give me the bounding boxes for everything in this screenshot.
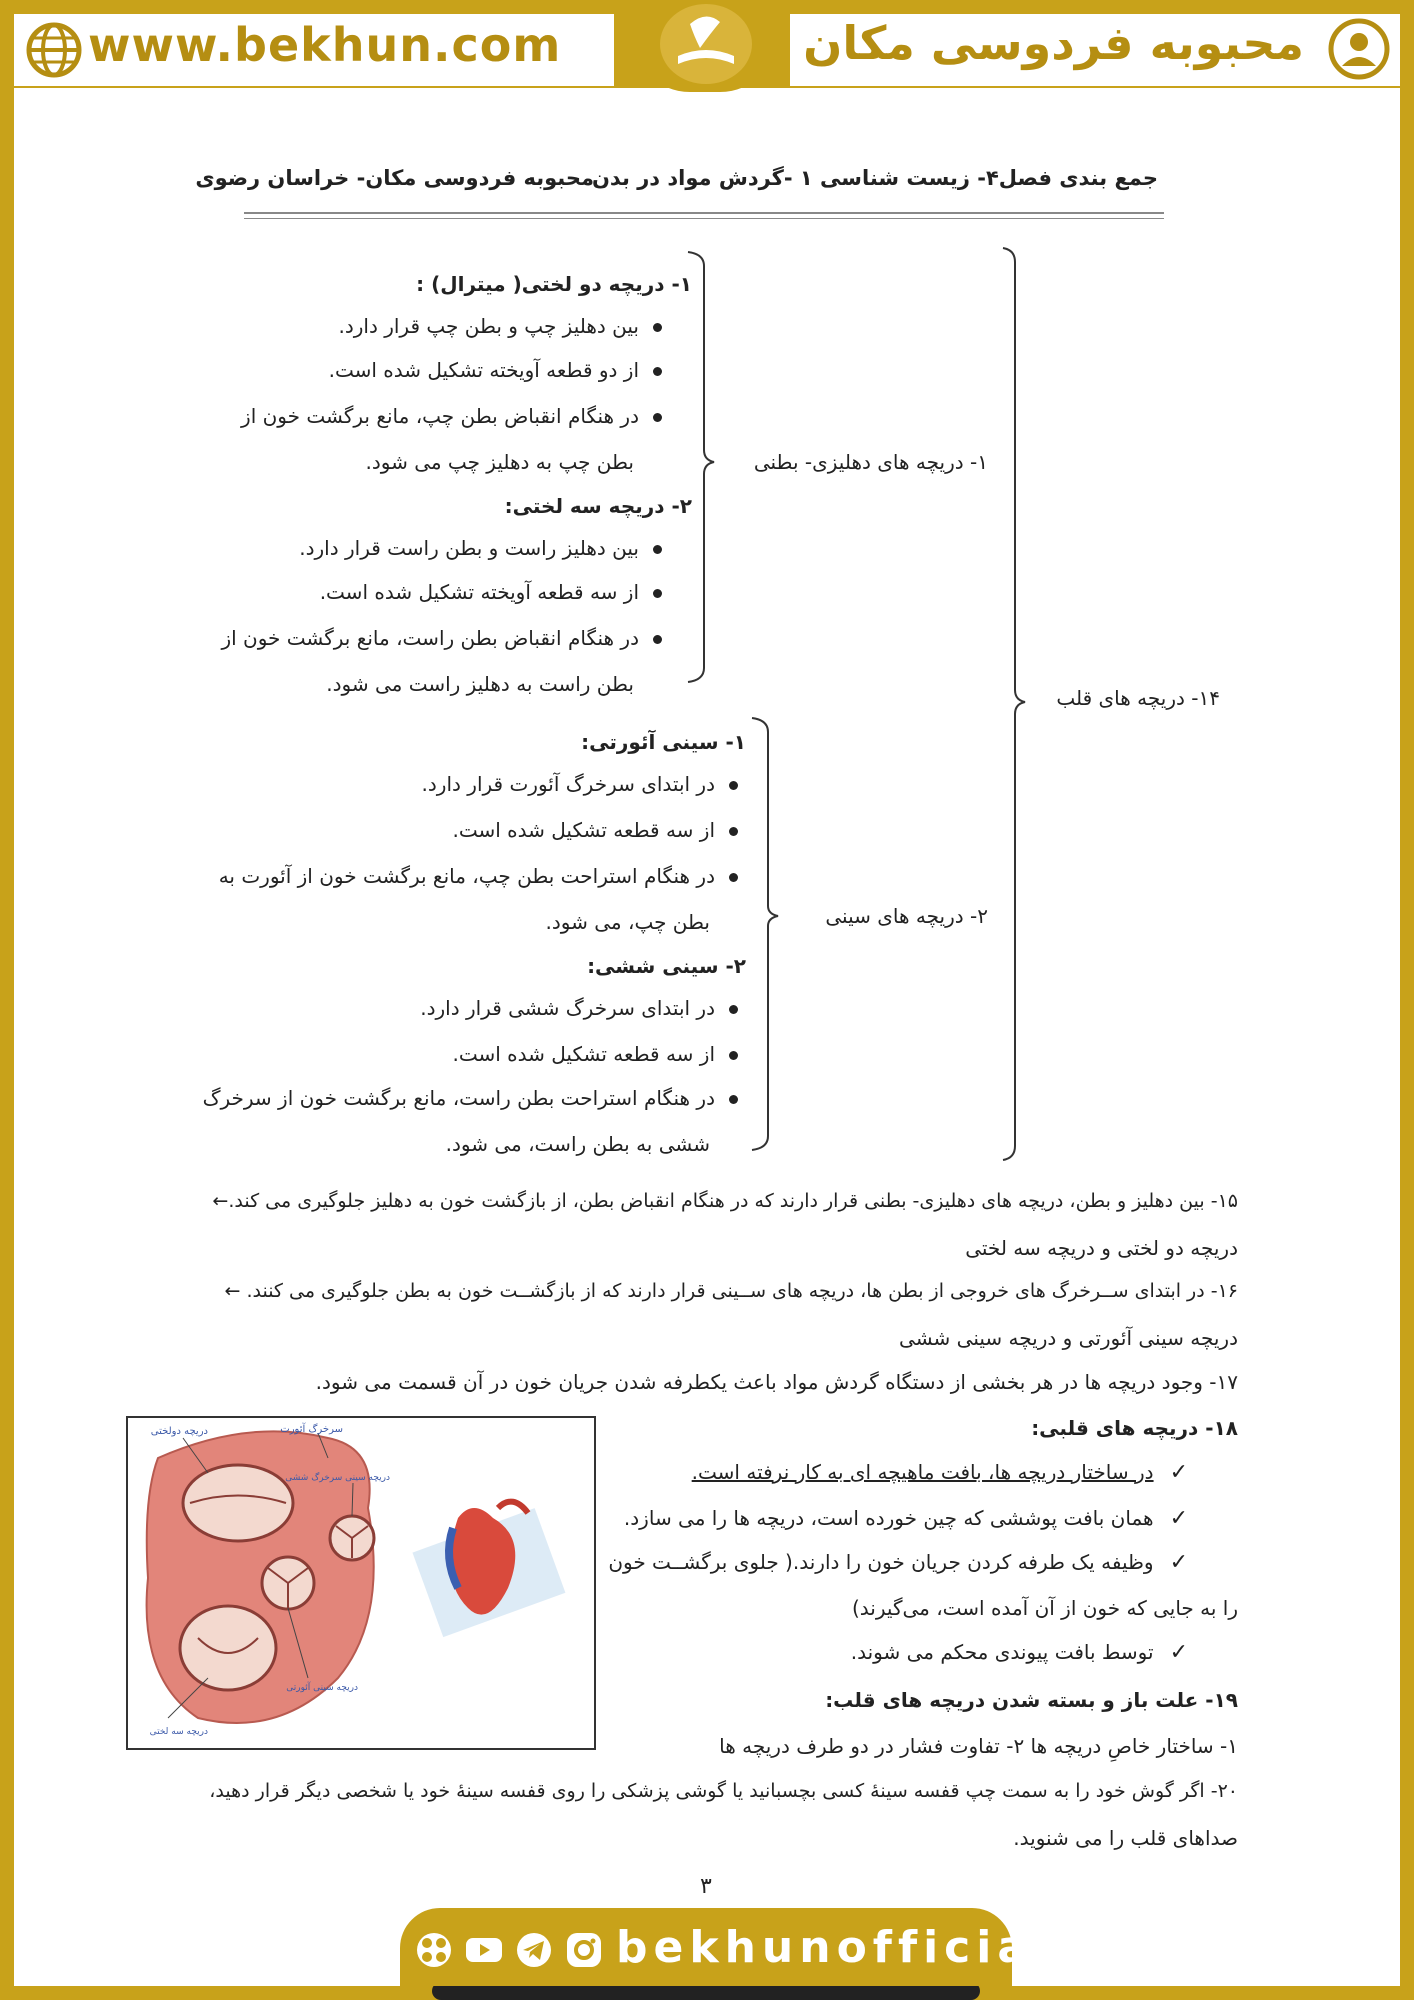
list-item: در هنگام استراحت بطن چپ، مانع برگشت خون از آئورت به (219, 864, 738, 888)
tree-root-label: ۱۴- دریچه های قلب (1056, 686, 1220, 710)
label-mitral: دریچه دولختی (150, 1426, 208, 1437)
page-number: ۳ (700, 1874, 712, 1899)
list-item: در ابتدای سرخرگ آئورت قرار دارد. (422, 772, 738, 796)
point-15: ۱۵- بین دهلیز و بطن، دریچه های دهلیزی- بطنی قرار دارند که در هنگام انقباض بطن، از بازگشت خون به دهلیز جلوگیری می کند.← (212, 1190, 1238, 1212)
list-item: در ابتدای سرخرگ ششی قرار دارد. (420, 996, 738, 1020)
checkmark-icon: ✓ (1169, 1460, 1188, 1485)
list-item-cont: بطن چپ، می شود. (545, 910, 710, 934)
check-item: ✓وظیفه یک طرفه کردن جریان خون را دارند.( جلوی برگشــت خون (608, 1550, 1188, 1575)
list-item: از سه قطعه تشکیل شده است. (453, 1042, 739, 1066)
list-item: بین دهلیز چپ و بطن چپ قرار دارد. (338, 314, 662, 338)
list-item: بین دهلیز راست و بطن راست قرار دارد. (299, 536, 662, 560)
point-17: ۱۷- وجود دریچه ها در هر بخشی از دستگاه گردش مواد باعث یکطرفه شدن جریان خون در آن قسمت می شود. (315, 1370, 1238, 1394)
check-item: ✓در ساختار دریچه ها، بافت ماهیچه ای به کار نرفته است. (691, 1460, 1188, 1485)
point-20: ۲۰- اگر گوش خود را به سمت چپ قفسه سینهٔ کسی بچسبانید یا گوشی پزشکی را روی قفسه سینهٔ خود یا شخصی دیگر قرار دهید، (209, 1780, 1238, 1802)
list-item-cont: بطن چپ به دهلیز چپ می شود. (365, 450, 634, 474)
youtube-icon[interactable] (464, 1930, 504, 1970)
list-item: در هنگام انقباض بطن چپ، مانع برگشت خون از (241, 404, 662, 428)
checkmark-icon: ✓ (1169, 1640, 1188, 1665)
chapter-title: جمع بندی فصل۴- زیست شناسی ۱ -گردش مواد در بدن (591, 166, 1158, 190)
header-author: محبوبه فردوسی مکان (803, 16, 1304, 70)
label-pulmonary: دریچه سینی سرخرگ ششی (285, 1473, 390, 1483)
point-20-cont: صداهای قلب را می شنوید. (1013, 1826, 1238, 1850)
aparat-icon[interactable] (414, 1930, 454, 1970)
mitral-heading: ۱- دریچه دو لختی( میترال) : (416, 272, 692, 296)
list-item: در هنگام انقباض بطن راست، مانع برگشت خون از (221, 626, 662, 650)
list-item: از سه قطعه آویخته تشکیل شده است. (320, 580, 662, 604)
list-item: در هنگام استراحت بطن راست، مانع برگشت خون از سرخرگ (203, 1086, 738, 1110)
author-region: محبوبه فردوسی مکان- خراسان رضوی (195, 166, 594, 190)
list-item: از سه قطعه تشکیل شده است. (453, 818, 739, 842)
point-18-heading: ۱۸- دریچه های قلبی: (1031, 1416, 1238, 1440)
aortic-heading: ۱- سینی آئورتی: (581, 730, 746, 754)
list-item-cont: بطن راست به دهلیز راست می شود. (326, 672, 634, 696)
telegram-icon[interactable] (514, 1930, 554, 1970)
tricuspid-heading: ۲- دریچه سه لختی: (504, 494, 692, 518)
label-aorta: سرخرگ آئورت (280, 1424, 343, 1435)
check-item: ✓توسط بافت پیوندی محکم می شوند. (850, 1640, 1188, 1665)
point-16-cont: دریچه سینی آئورتی و دریچه سینی ششی (899, 1326, 1238, 1350)
website-link[interactable]: www.bekhun.com (88, 18, 562, 72)
check-item-cont: را به جایی که خون از آن آمده است، می‌گیرند) (852, 1596, 1238, 1620)
pulmonary-heading: ۲- سینی ششی: (587, 954, 746, 978)
group2-label: ۲- دریچه های سینی (825, 904, 988, 928)
instagram-icon[interactable] (564, 1930, 604, 1970)
footer-handle[interactable]: bekhunofficial (616, 1922, 1055, 1973)
list-item-cont: ششی به بطن راست، می شود. (445, 1132, 710, 1156)
checkmark-icon: ✓ (1169, 1506, 1188, 1531)
check-item: ✓همان بافت پوششی که چین خورده است، دریچه ها را می سازد. (623, 1506, 1188, 1531)
point-16: ۱۶- در ابتدای ســرخرگ های خروجی از بطن ها، دریچه های ســینی قرار دارند که از بازگشــت خون به بطن جلوگیری می کنند. ← (224, 1280, 1238, 1302)
label-aortic: دریچه سینی آئورتی (286, 1683, 358, 1693)
group1-label: ۱- دریچه های دهلیزی- بطنی (753, 450, 988, 474)
point-19-body: ۱- ساختار خاصِ دریچه ها ۲- تفاوت فشار در دو طرف دریچه ها (719, 1734, 1238, 1758)
list-item: از دو قطعه آویخته تشکیل شده است. (329, 358, 662, 382)
label-tricuspid: دریچه سه لختی (149, 1727, 208, 1737)
point-19-heading: ۱۹- علت باز و بسته شدن دریچه های قلب: (825, 1688, 1238, 1712)
checkmark-icon: ✓ (1169, 1550, 1188, 1575)
point-15-cont: دریچه دو لختی و دریچه سه لختی (965, 1236, 1238, 1260)
